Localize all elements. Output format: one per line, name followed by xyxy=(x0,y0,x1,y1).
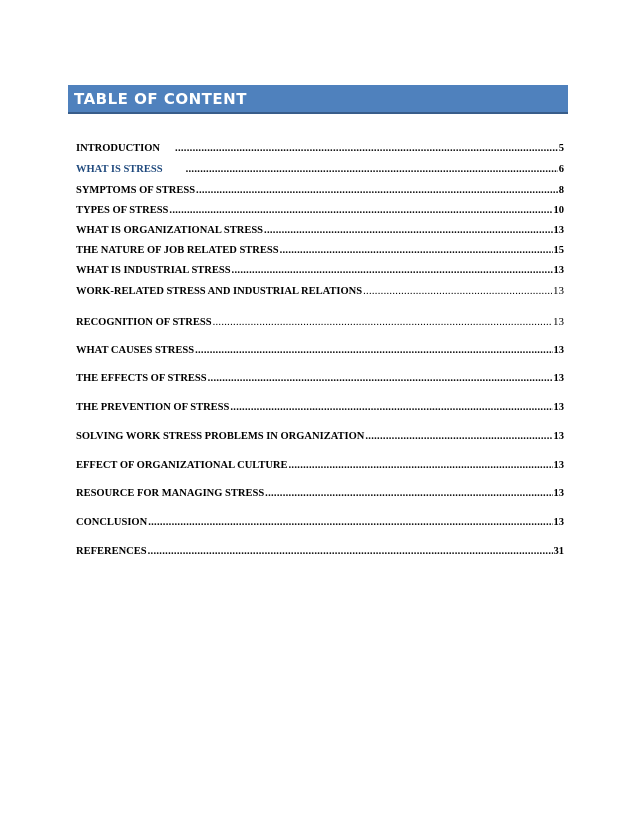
dot-leader xyxy=(264,225,552,236)
dot-leader xyxy=(230,402,552,413)
toc-entry-page: 13 xyxy=(553,517,564,528)
toc-entry-prevention-of-stress[interactable] xyxy=(76,402,564,416)
dot-leader xyxy=(148,517,552,528)
dot-leader xyxy=(289,460,553,471)
toc-header-bar xyxy=(68,85,568,114)
toc-entry-page: 13 xyxy=(553,265,564,276)
dot-leader xyxy=(213,317,552,328)
toc-entry-solving-work-stress[interactable] xyxy=(76,431,564,445)
dot-leader xyxy=(363,286,552,297)
toc-entry-conclusion[interactable] xyxy=(76,517,564,531)
toc-entry-types-of-stress[interactable] xyxy=(76,205,564,219)
toc-entry-title: WHAT CAUSES STRESS xyxy=(76,345,195,356)
toc-entry-organizational-stress[interactable] xyxy=(76,225,564,239)
toc-entry-industrial-relations[interactable] xyxy=(76,285,564,299)
dot-leader xyxy=(365,431,552,442)
toc-entry-title: THE NATURE OF JOB RELATED STRESS xyxy=(76,245,279,256)
toc-entry-page: 13 xyxy=(553,345,564,356)
dot-leader xyxy=(175,143,558,154)
dot-leader xyxy=(169,205,552,216)
toc-entry-page: 13 xyxy=(553,225,564,236)
toc-entry-page: 15 xyxy=(553,245,564,256)
toc-title: TABLE OF CONTENT xyxy=(74,90,247,108)
toc-entry-page: 5 xyxy=(558,143,564,154)
toc-entry-recognition-of-stress[interactable] xyxy=(76,316,564,330)
toc-entry-title: WHAT IS INDUSTRIAL STRESS xyxy=(76,265,231,276)
dot-leader xyxy=(196,185,558,196)
toc-entry-title: THE PREVENTION OF STRESS xyxy=(76,402,230,413)
toc-entry-title: SOLVING WORK STRESS PROBLEMS IN ORGANIZATION xyxy=(76,431,365,442)
toc-entry-page: 6 xyxy=(558,164,564,175)
dot-leader xyxy=(186,164,558,175)
dot-leader xyxy=(208,373,553,384)
toc-entry-title: RESOURCE FOR MANAGING STRESS xyxy=(76,488,265,499)
dot-leader xyxy=(265,488,552,499)
toc-entry-industrial-stress[interactable] xyxy=(76,265,564,279)
toc-entry-title: WORK-RELATED STRESS AND INDUSTRIAL RELATIONS xyxy=(76,286,363,297)
toc-entry-organizational-culture[interactable] xyxy=(76,460,564,474)
toc-entry-what-is-stress[interactable] xyxy=(76,164,564,178)
toc-entry-introduction[interactable] xyxy=(76,143,564,157)
dot-leader xyxy=(195,345,552,356)
toc-entry-title: WHAT IS STRESS xyxy=(76,164,163,175)
toc-entry-page: 13 xyxy=(553,402,564,413)
toc-entry-title: INTRODUCTION xyxy=(76,143,161,154)
toc-entry-page: 31 xyxy=(553,546,564,557)
toc-entry-page: 13 xyxy=(553,460,564,471)
toc-entry-title: EFFECT OF ORGANIZATIONAL CULTURE xyxy=(76,460,288,471)
toc-entry-title: WHAT IS ORGANIZATIONAL STRESS xyxy=(76,225,264,236)
toc-entry-page: 13 xyxy=(553,488,564,499)
toc-entry-title: SYMPTOMS OF STRESS xyxy=(76,185,196,196)
toc-entry-title: CONCLUSION xyxy=(76,517,148,528)
toc-entry-references[interactable] xyxy=(76,546,564,560)
toc-entry-title: TYPES OF STRESS xyxy=(76,205,169,216)
toc-entry-symptoms-of-stress[interactable] xyxy=(76,185,564,199)
dot-leader xyxy=(280,245,553,256)
dot-leader xyxy=(148,546,553,557)
toc-entry-page: 10 xyxy=(553,205,564,216)
dot-leader xyxy=(232,265,553,276)
toc-entry-title: THE EFFECTS OF STRESS xyxy=(76,373,207,384)
toc-entry-managing-stress[interactable] xyxy=(76,488,564,502)
toc-entry-what-causes-stress[interactable] xyxy=(76,345,564,359)
toc-entry-title: RECOGNITION OF STRESS xyxy=(76,317,212,328)
toc-entry-page: 13 xyxy=(553,316,564,328)
toc-entry-page: 13 xyxy=(553,431,564,442)
toc-entry-effects-of-stress[interactable] xyxy=(76,373,564,387)
toc-entry-title: REFERENCES xyxy=(76,546,147,557)
toc-entry-page: 13 xyxy=(553,373,564,384)
toc-entry-job-related-stress[interactable] xyxy=(76,245,564,259)
toc-entry-page: 13 xyxy=(553,285,564,297)
toc-entry-page: 8 xyxy=(558,185,564,196)
